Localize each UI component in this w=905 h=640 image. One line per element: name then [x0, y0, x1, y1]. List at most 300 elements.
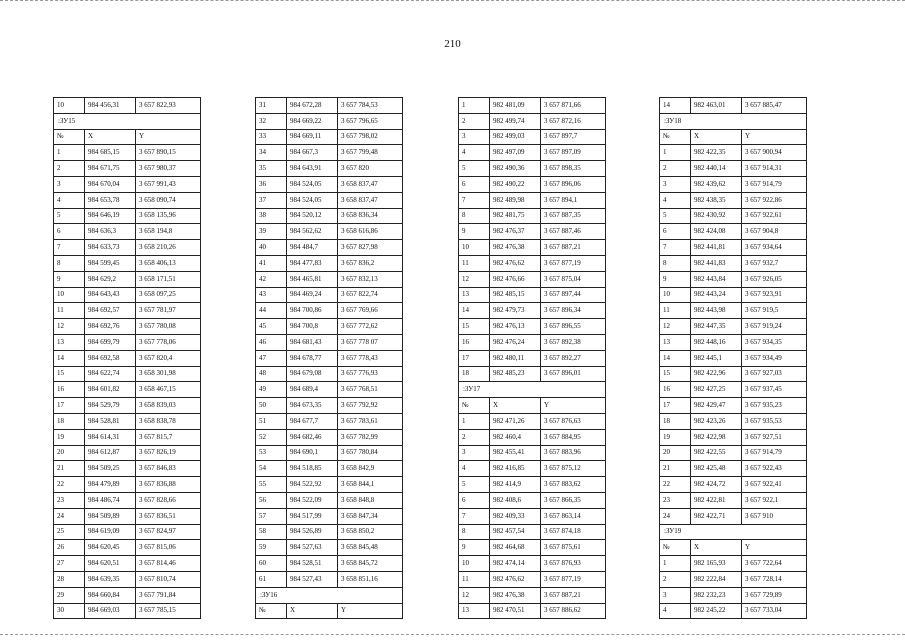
y-coordinate: 3 657 897,7: [541, 129, 606, 145]
x-coordinate: 984 667,3: [287, 145, 338, 161]
point-number: 7: [660, 240, 691, 256]
x-coordinate: 982 427,25: [691, 382, 742, 398]
point-number: 46: [256, 334, 287, 350]
y-coordinate: 3 658 845,48: [338, 540, 403, 556]
y-coordinate: 3 657 922,61: [742, 208, 807, 224]
x-coordinate: 984 669,11: [287, 129, 338, 145]
x-coordinate: 984 671,75: [85, 161, 136, 177]
table-row: [54, 445, 201, 461]
table-row: [54, 98, 201, 114]
table-row: [459, 208, 606, 224]
y-coordinate: 3 657 781,97: [136, 303, 201, 319]
header-x-coordinate: X: [691, 129, 742, 145]
y-coordinate: 3 657 883,96: [541, 445, 606, 461]
point-number: 1: [54, 145, 85, 161]
x-coordinate: 982 422,55: [691, 445, 742, 461]
point-number: 39: [256, 224, 287, 240]
table-row: [459, 540, 606, 556]
table-row: [256, 240, 403, 256]
y-coordinate: 3 657 822,93: [136, 98, 201, 114]
point-number: 24: [660, 508, 691, 524]
table-row: [660, 508, 807, 524]
table-row: [459, 556, 606, 572]
point-number: 8: [54, 255, 85, 271]
header-y-coordinate: Y: [338, 603, 403, 619]
point-number: 6: [459, 176, 490, 192]
coordinate-table-2: [255, 97, 403, 619]
point-number: 16: [660, 382, 691, 398]
x-coordinate: 982 463,01: [691, 98, 742, 114]
table-row: [459, 366, 606, 382]
y-coordinate: 3 658 848,8: [338, 492, 403, 508]
x-coordinate: 982 479,73: [490, 303, 541, 319]
y-coordinate: 3 657 785,15: [136, 603, 201, 619]
point-number: 4: [54, 192, 85, 208]
table-row: [660, 224, 807, 240]
table-row: [660, 382, 807, 398]
point-number: 15: [459, 319, 490, 335]
table-header-row: [660, 129, 807, 145]
x-coordinate: 982 481,09: [490, 98, 541, 114]
x-coordinate: 982 425,48: [691, 461, 742, 477]
x-coordinate: 982 490,36: [490, 161, 541, 177]
y-coordinate: 3 657 810,74: [136, 571, 201, 587]
y-coordinate: 3 657 733,04: [742, 603, 807, 619]
point-number: 10: [459, 240, 490, 256]
table-row: [459, 492, 606, 508]
y-coordinate: 3 657 871,66: [541, 98, 606, 114]
table-header-row: [256, 603, 403, 619]
point-number: 7: [459, 192, 490, 208]
table-row: [256, 145, 403, 161]
y-coordinate: 3 657 927,03: [742, 366, 807, 382]
x-coordinate: 982 485,23: [490, 366, 541, 382]
x-coordinate: 982 476,24: [490, 334, 541, 350]
y-coordinate: 3 657 887,21: [541, 240, 606, 256]
point-number: 11: [459, 571, 490, 587]
x-coordinate: 984 643,91: [287, 161, 338, 177]
y-coordinate: 3 657 875,61: [541, 540, 606, 556]
header-point-number: №: [660, 129, 691, 145]
table-row: [256, 161, 403, 177]
table-row: [54, 240, 201, 256]
table-row: [660, 492, 807, 508]
point-number: 13: [660, 334, 691, 350]
table-row: [54, 461, 201, 477]
point-number: 2: [660, 161, 691, 177]
section-label: :ЗУ17: [459, 382, 606, 398]
table-row: [256, 382, 403, 398]
x-coordinate: 982 424,72: [691, 477, 742, 493]
y-coordinate: 3 657 991,43: [136, 176, 201, 192]
table-row: [459, 429, 606, 445]
table-row: [660, 603, 807, 619]
table-row: [660, 571, 807, 587]
point-number: 29: [54, 587, 85, 603]
y-coordinate: 3 657 923,91: [742, 287, 807, 303]
point-number: 3: [54, 176, 85, 192]
table-row: [660, 287, 807, 303]
y-coordinate: 3 657 791,84: [136, 587, 201, 603]
point-number: 17: [54, 398, 85, 414]
point-number: 22: [660, 477, 691, 493]
point-number: 56: [256, 492, 287, 508]
table-row: [660, 240, 807, 256]
x-coordinate: 982 476,38: [490, 240, 541, 256]
y-coordinate: 3 658 845,72: [338, 556, 403, 572]
y-coordinate: 3 658 097,25: [136, 287, 201, 303]
table-row: [459, 129, 606, 145]
x-coordinate: 984 527,63: [287, 540, 338, 556]
x-coordinate: 982 480,11: [490, 350, 541, 366]
point-number: 4: [660, 603, 691, 619]
x-coordinate: 984 517,99: [287, 508, 338, 524]
x-coordinate: 984 622,74: [85, 366, 136, 382]
table-row: [256, 319, 403, 335]
y-coordinate: 3 657 935,53: [742, 413, 807, 429]
header-x-coordinate: X: [691, 540, 742, 556]
x-coordinate: 982 409,33: [490, 508, 541, 524]
y-coordinate: 3 657 926,05: [742, 271, 807, 287]
y-coordinate: 3 657 782,99: [338, 429, 403, 445]
coordinate-table-3: [458, 97, 606, 619]
y-coordinate: 3 657 887,21: [541, 587, 606, 603]
header-point-number: №: [660, 540, 691, 556]
point-number: 11: [660, 303, 691, 319]
y-coordinate: 3 658 135,96: [136, 208, 201, 224]
y-coordinate: 3 657 919,5: [742, 303, 807, 319]
table-row: [256, 477, 403, 493]
x-coordinate: 982 476,38: [490, 587, 541, 603]
point-number: 47: [256, 350, 287, 366]
table-row: [54, 524, 201, 540]
point-number: 14: [459, 303, 490, 319]
x-coordinate: 982 481,75: [490, 208, 541, 224]
y-coordinate: 3 658 406,13: [136, 255, 201, 271]
point-number: 2: [54, 161, 85, 177]
x-coordinate: 982 165,93: [691, 556, 742, 572]
table-row: [256, 445, 403, 461]
table-row: [256, 556, 403, 572]
y-coordinate: 3 657 875,12: [541, 461, 606, 477]
point-number: 13: [459, 603, 490, 619]
point-number: 61: [256, 571, 287, 587]
x-coordinate: 982 489,98: [490, 192, 541, 208]
point-number: 5: [459, 477, 490, 493]
x-coordinate: 984 620,45: [85, 540, 136, 556]
table-row: [660, 461, 807, 477]
point-number: 4: [660, 192, 691, 208]
point-number: 10: [459, 556, 490, 572]
x-coordinate: 982 441,83: [691, 255, 742, 271]
point-number: 19: [54, 429, 85, 445]
point-number: 10: [54, 98, 85, 114]
table-row: [54, 603, 201, 619]
point-number: 12: [54, 319, 85, 335]
x-coordinate: 984 646,19: [85, 208, 136, 224]
point-number: 16: [459, 334, 490, 350]
y-coordinate: 3 657 780,84: [338, 445, 403, 461]
x-coordinate: 984 486,74: [85, 492, 136, 508]
table-row: [256, 398, 403, 414]
point-number: 7: [54, 240, 85, 256]
table-row: [54, 571, 201, 587]
table-row: [256, 192, 403, 208]
table-row: [54, 587, 201, 603]
point-number: 57: [256, 508, 287, 524]
point-number: 10: [660, 287, 691, 303]
y-coordinate: 3 657 914,79: [742, 445, 807, 461]
y-coordinate: 3 657 934,35: [742, 334, 807, 350]
x-coordinate: 982 416,85: [490, 461, 541, 477]
table-row: [54, 161, 201, 177]
point-number: 50: [256, 398, 287, 414]
y-coordinate: 3 657 796,65: [338, 113, 403, 129]
y-coordinate: 3 658 847,34: [338, 508, 403, 524]
point-number: 16: [54, 382, 85, 398]
point-number: 54: [256, 461, 287, 477]
y-coordinate: 3 657 900,94: [742, 145, 807, 161]
point-number: 21: [54, 461, 85, 477]
x-coordinate: 982 422,35: [691, 145, 742, 161]
x-coordinate: 984 484,7: [287, 240, 338, 256]
y-coordinate: 3 657 783,61: [338, 413, 403, 429]
y-coordinate: 3 657 728,14: [742, 571, 807, 587]
table-row: [660, 556, 807, 572]
x-coordinate: 982 476,37: [490, 224, 541, 240]
y-coordinate: 3 657 896,01: [541, 366, 606, 382]
x-coordinate: 984 681,43: [287, 334, 338, 350]
point-number: 1: [459, 98, 490, 114]
table-row: [54, 271, 201, 287]
y-coordinate: 3 657 937,45: [742, 382, 807, 398]
x-coordinate: 984 629,2: [85, 271, 136, 287]
y-coordinate: 3 657 815,7: [136, 429, 201, 445]
table-row: [256, 571, 403, 587]
table-row: [660, 161, 807, 177]
point-number: 14: [54, 350, 85, 366]
y-coordinate: 3 657 932,7: [742, 255, 807, 271]
point-number: 21: [660, 461, 691, 477]
y-coordinate: 3 657 846,83: [136, 461, 201, 477]
x-coordinate: 984 682,46: [287, 429, 338, 445]
table-row: [660, 477, 807, 493]
x-coordinate: 982 414,9: [490, 477, 541, 493]
point-number: 12: [660, 319, 691, 335]
x-coordinate: 984 643,43: [85, 287, 136, 303]
y-coordinate: 3 657 887,46: [541, 224, 606, 240]
x-coordinate: 984 522,92: [287, 477, 338, 493]
point-number: 22: [54, 477, 85, 493]
x-coordinate: 984 524,05: [287, 176, 338, 192]
y-coordinate: 3 657 890,15: [136, 145, 201, 161]
table-row: [459, 350, 606, 366]
x-coordinate: 984 509,25: [85, 461, 136, 477]
y-coordinate: 3 657 894,1: [541, 192, 606, 208]
table-row: [459, 192, 606, 208]
x-coordinate: 984 529,79: [85, 398, 136, 414]
y-coordinate: 3 657 927,51: [742, 429, 807, 445]
y-coordinate: 3 657 799,48: [338, 145, 403, 161]
header-x-coordinate: X: [85, 129, 136, 145]
x-coordinate: 982 424,08: [691, 224, 742, 240]
y-coordinate: 3 657 872,16: [541, 113, 606, 129]
table-row: [660, 176, 807, 192]
table-row: [54, 492, 201, 508]
point-number: 2: [459, 429, 490, 445]
y-coordinate: 3 657 827,98: [338, 240, 403, 256]
x-coordinate: 982 422,81: [691, 492, 742, 508]
x-coordinate: 984 599,45: [85, 255, 136, 271]
point-number: 2: [660, 571, 691, 587]
x-coordinate: 984 520,12: [287, 208, 338, 224]
table-row: [459, 603, 606, 619]
table-row: [54, 224, 201, 240]
table-row: [54, 398, 201, 414]
point-number: 11: [54, 303, 85, 319]
y-coordinate: 3 657 914,31: [742, 161, 807, 177]
point-number: 19: [660, 429, 691, 445]
x-coordinate: 984 527,43: [287, 571, 338, 587]
y-coordinate: 3 657 792,92: [338, 398, 403, 414]
y-coordinate: 3 657 904,8: [742, 224, 807, 240]
table-row: [256, 366, 403, 382]
x-coordinate: 984 636,3: [85, 224, 136, 240]
x-coordinate: 984 479,89: [85, 477, 136, 493]
table-row: [256, 350, 403, 366]
table-row: [54, 334, 201, 350]
y-coordinate: 3 657 922,43: [742, 461, 807, 477]
section-label: :ЗУ16: [256, 587, 403, 603]
table-row: [459, 224, 606, 240]
table-row: [459, 477, 606, 493]
table-row: [459, 176, 606, 192]
point-number: 15: [660, 366, 691, 382]
x-coordinate: 982 423,26: [691, 413, 742, 429]
point-number: 17: [459, 350, 490, 366]
y-coordinate: 3 657 798,02: [338, 129, 403, 145]
table-row: [54, 303, 201, 319]
table-row: [459, 271, 606, 287]
x-coordinate: 984 526,89: [287, 524, 338, 540]
table-row: [256, 492, 403, 508]
x-coordinate: 984 653,78: [85, 192, 136, 208]
table-row: [54, 145, 201, 161]
point-number: 37: [256, 192, 287, 208]
point-number: 33: [256, 129, 287, 145]
y-coordinate: 3 657 885,47: [742, 98, 807, 114]
table-row: [459, 161, 606, 177]
x-coordinate: 984 522,09: [287, 492, 338, 508]
x-coordinate: 982 440,14: [691, 161, 742, 177]
point-number: 1: [660, 145, 691, 161]
x-coordinate: 984 678,77: [287, 350, 338, 366]
header-y-coordinate: Y: [541, 398, 606, 414]
section-label: :ЗУ19: [660, 524, 807, 540]
point-number: 5: [54, 208, 85, 224]
y-coordinate: 3 657 875,04: [541, 271, 606, 287]
point-number: 6: [660, 224, 691, 240]
y-coordinate: 3 657 876,93: [541, 556, 606, 572]
x-coordinate: 984 679,08: [287, 366, 338, 382]
table-row: [459, 319, 606, 335]
table-row: [54, 366, 201, 382]
table-row: [256, 524, 403, 540]
x-coordinate: 982 439,62: [691, 176, 742, 192]
table-row: [54, 540, 201, 556]
table-row: [459, 113, 606, 129]
point-number: 48: [256, 366, 287, 382]
point-number: 35: [256, 161, 287, 177]
y-coordinate: 3 657 922,1: [742, 492, 807, 508]
point-number: 6: [54, 224, 85, 240]
y-coordinate: 3 657 896,06: [541, 176, 606, 192]
y-coordinate: 3 657 784,53: [338, 98, 403, 114]
y-coordinate: 3 657 778 07: [338, 334, 403, 350]
point-number: 14: [660, 350, 691, 366]
table-row: [54, 192, 201, 208]
y-coordinate: 3 657 877,19: [541, 255, 606, 271]
point-number: 6: [459, 492, 490, 508]
x-coordinate: 982 429,47: [691, 398, 742, 414]
x-coordinate: 984 685,15: [85, 145, 136, 161]
y-coordinate: 3 657 877,19: [541, 571, 606, 587]
table-row: [660, 398, 807, 414]
table-row: [54, 429, 201, 445]
x-coordinate: 982 232,23: [691, 587, 742, 603]
table-row: [660, 271, 807, 287]
table-row: [459, 98, 606, 114]
x-coordinate: 982 447,35: [691, 319, 742, 335]
x-coordinate: 984 677,7: [287, 413, 338, 429]
y-coordinate: 3 658 837,47: [338, 176, 403, 192]
x-coordinate: 982 474,14: [490, 556, 541, 572]
point-number: 45: [256, 319, 287, 335]
y-coordinate: 3 657 729,89: [742, 587, 807, 603]
point-number: 49: [256, 382, 287, 398]
table-row: [660, 303, 807, 319]
point-number: 3: [660, 176, 691, 192]
y-coordinate: 3 657 820: [338, 161, 403, 177]
point-number: 4: [459, 461, 490, 477]
x-coordinate: 984 528,51: [287, 556, 338, 572]
y-coordinate: 3 657 866,35: [541, 492, 606, 508]
y-coordinate: 3 657 863,14: [541, 508, 606, 524]
x-coordinate: 984 633,73: [85, 240, 136, 256]
y-coordinate: 3 657 922,86: [742, 192, 807, 208]
x-coordinate: 984 673,35: [287, 398, 338, 414]
point-number: 9: [54, 271, 85, 287]
y-coordinate: 3 657 934,64: [742, 240, 807, 256]
table-row: [459, 413, 606, 429]
x-coordinate: 984 620,51: [85, 556, 136, 572]
table-row: [256, 334, 403, 350]
point-number: 15: [54, 366, 85, 382]
table-row: [459, 461, 606, 477]
x-coordinate: 984 699,79: [85, 334, 136, 350]
table-row: [660, 413, 807, 429]
section-label-row: [660, 113, 807, 129]
y-coordinate: 3 658 839,03: [136, 398, 201, 414]
x-coordinate: 984 469,24: [287, 287, 338, 303]
y-coordinate: 3 657 824,97: [136, 524, 201, 540]
point-number: 27: [54, 556, 85, 572]
point-number: 55: [256, 477, 287, 493]
table-row: [256, 413, 403, 429]
x-coordinate: 982 443,84: [691, 271, 742, 287]
x-coordinate: 982 422,96: [691, 366, 742, 382]
x-coordinate: 984 700,86: [287, 303, 338, 319]
